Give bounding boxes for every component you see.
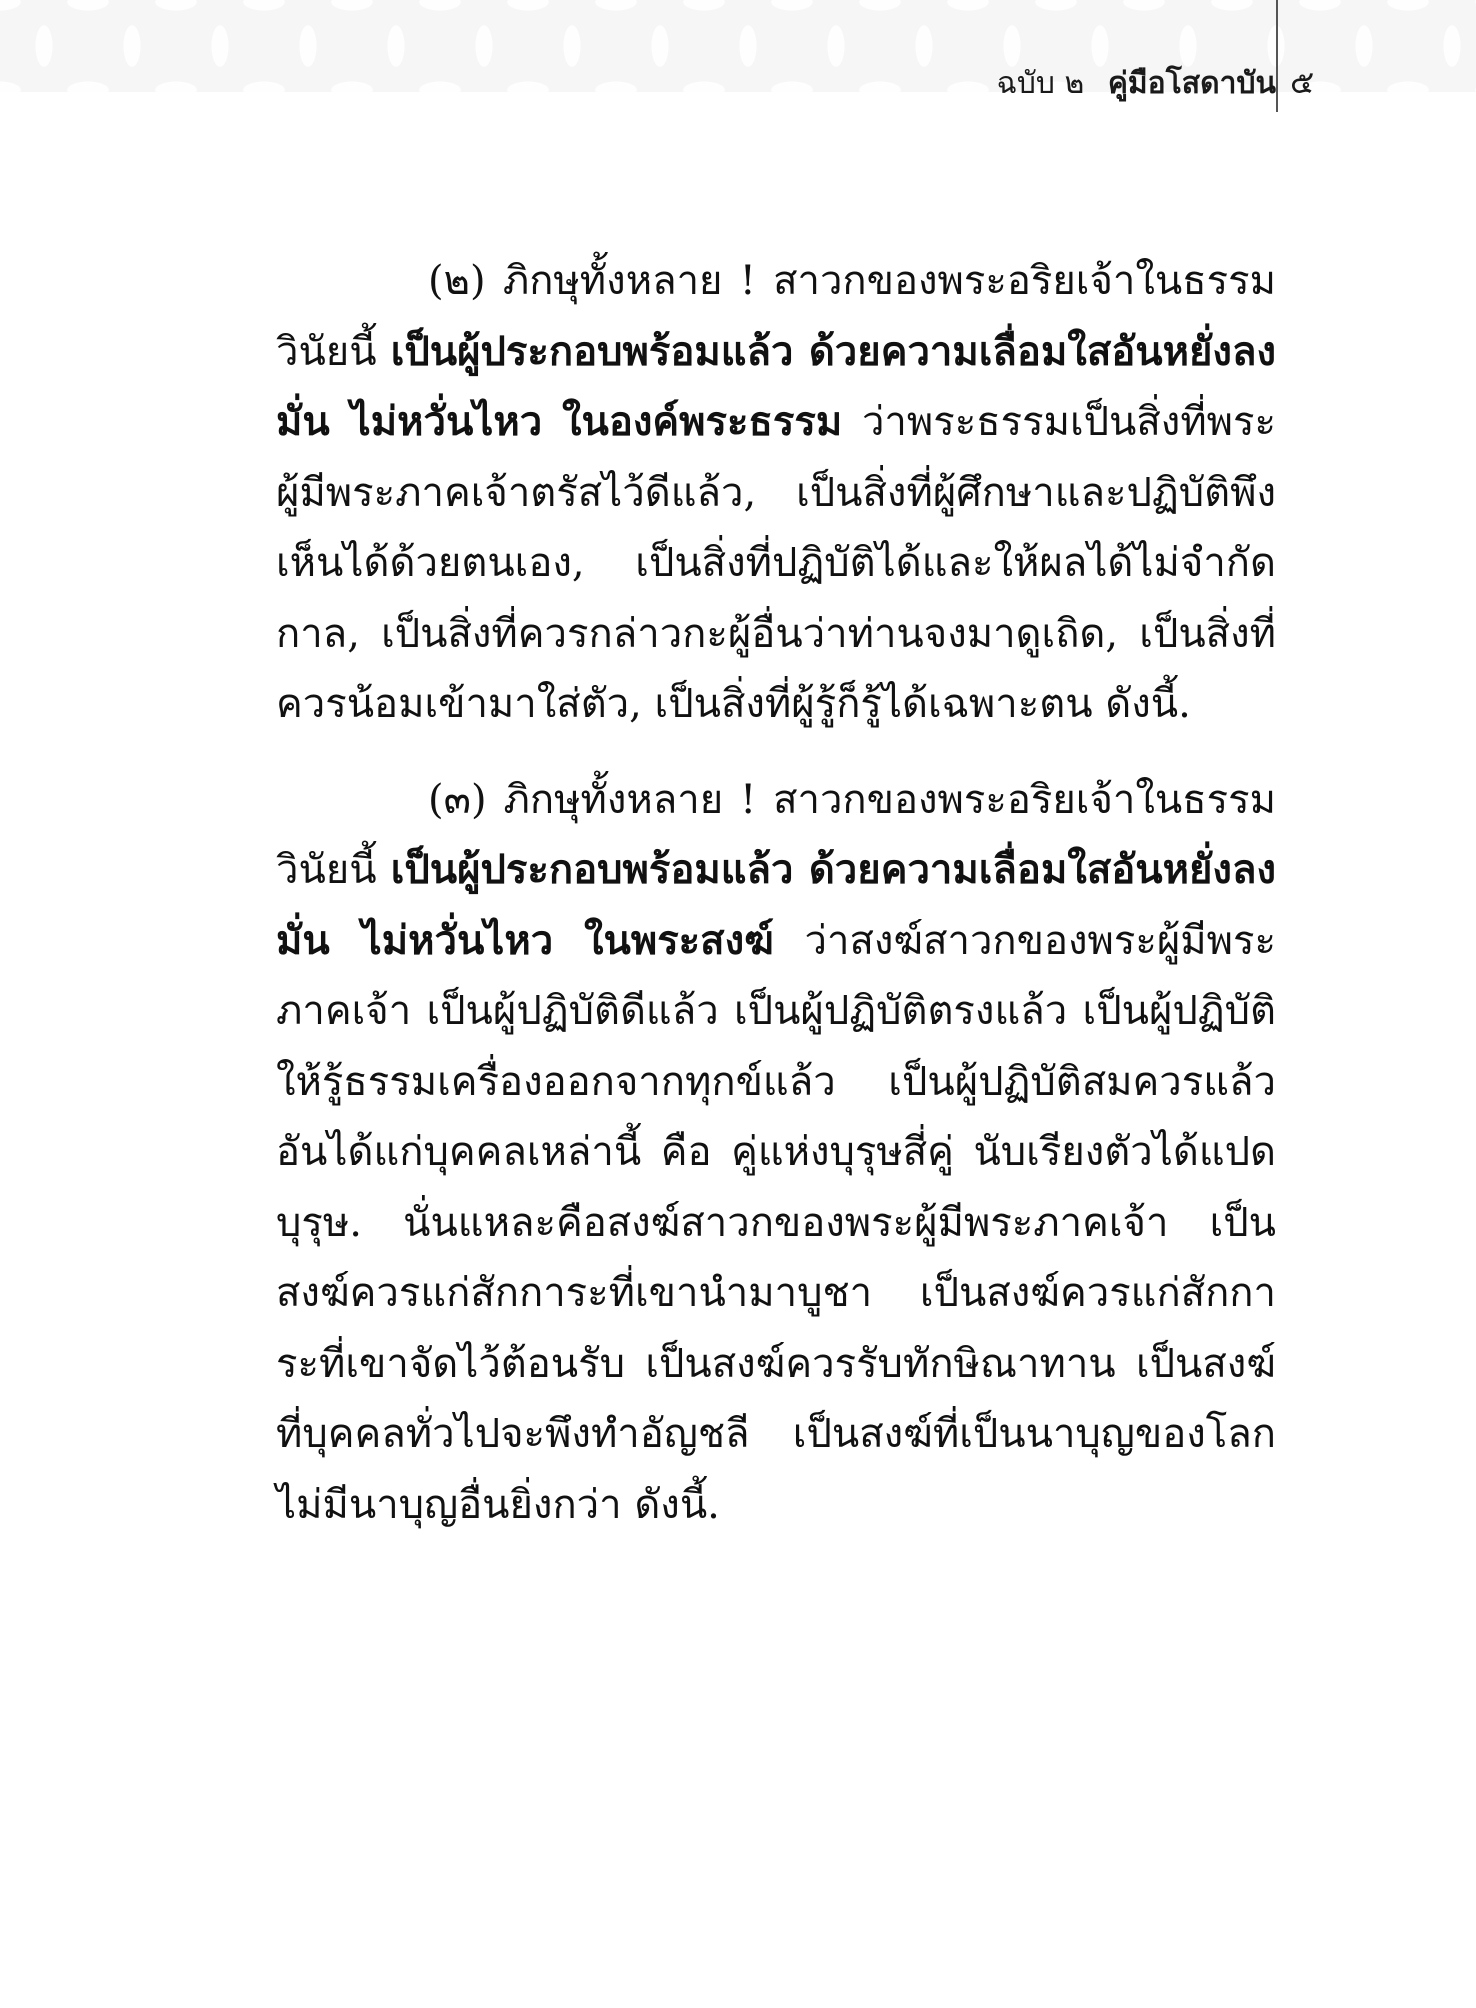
paragraph-intro: ภิกษุทั้งหลาย ! สาวกของพระอริยเจ้าในธรรมวินัยนี้ xyxy=(276,258,1276,375)
header-divider xyxy=(1276,0,1278,112)
paragraph-emphasis: เป็นผู้ประกอบพร้อมแล้ว ด้วยความเลื่อมใสอันหยั่งลงมั่น ไม่หวั่นไหว xyxy=(276,327,1276,445)
book-title: คู่มือโสดาบัน xyxy=(1107,66,1276,101)
paragraph-body: ว่าพระธรรมเป็นสิ่งที่พระผู้มีพระภาคเจ้าตรัสไว้ดีแล้ว, เป็นสิ่งที่ผู้ศึกษาและปฏิบัติพึงเห็นได้ด้วยตนเอง, เป็นสิ่งที่ปฏิบัติได้และให้ผลได้ไม่จำกัดกาล, เป็นสิ่งที่ควรกล่าวกะผู้อื่นว่าท่านจงมาดูเถิด, เป็นสิ่งที่ควรน้อมเข้ามาใส่ตัว, เป็นสิ่งที่ผู้รู้ก็รู้ได้เฉพาะตน ดังนี้. xyxy=(276,399,1277,727)
page-number: ๕ xyxy=(1290,63,1315,101)
paragraph-emphasis-object: ในพระสงฆ์ xyxy=(583,916,774,964)
paragraph-intro: ภิกษุทั้งหลาย ! สาวกของพระอริยเจ้าในธรรมวินัยนี้ xyxy=(276,776,1276,893)
paragraph-2 xyxy=(276,246,1276,740)
paragraph-number: (๓) xyxy=(428,776,487,823)
paragraph-emphasis-object: ในองค์พระธรรม xyxy=(561,398,843,445)
paragraph-emphasis: เป็นผู้ประกอบพร้อมแล้ว ด้วยความเลื่อมใสอันหยั่งลงมั่น ไม่หวั่นไหว xyxy=(276,846,1276,964)
paragraph-body: ว่าสงฆ์สาวกของพระผู้มีพระภาคเจ้า เป็นผู้ปฏิบัติดีแล้ว เป็นผู้ปฏิบัติตรงแล้ว เป็นผู้ปฏิบัติให้รู้ธรรมเครื่องออกจากทุกข์แล้ว เป็นผู้ปฏิบัติสมควรแล้ว อันได้แก่บุคคลเหล่านี้ คือ คู่แห่งบุรุษสี่คู่ นับเรียงตัวได้แปดบุรุษ. นั่นแหละคือสงฆ์สาวกของพระผู้มีพระภาคเจ้า เป็นสงฆ์ควรแก่สักการะที่เขานำมาบูชา เป็นสงฆ์ควรแก่สักการะที่เขาจัดไว้ต้อนรับ เป็นสงฆ์ควรรับทักษิณาทาน เป็นสงฆ์ที่บุคคลทั่วไปจะพึงทำอัญชลี เป็นสงฆ์ที่เป็นนาบุญของโลก ไม่มีนาบุญอื่นยิ่งกว่า ดังนี้. xyxy=(276,917,1276,1528)
edition-label: ฉบับ ๒ xyxy=(996,66,1085,101)
body-text xyxy=(276,246,1276,1565)
paragraph-3 xyxy=(276,765,1276,1541)
running-head xyxy=(996,64,1276,104)
paragraph-number: (๒) xyxy=(428,258,486,304)
